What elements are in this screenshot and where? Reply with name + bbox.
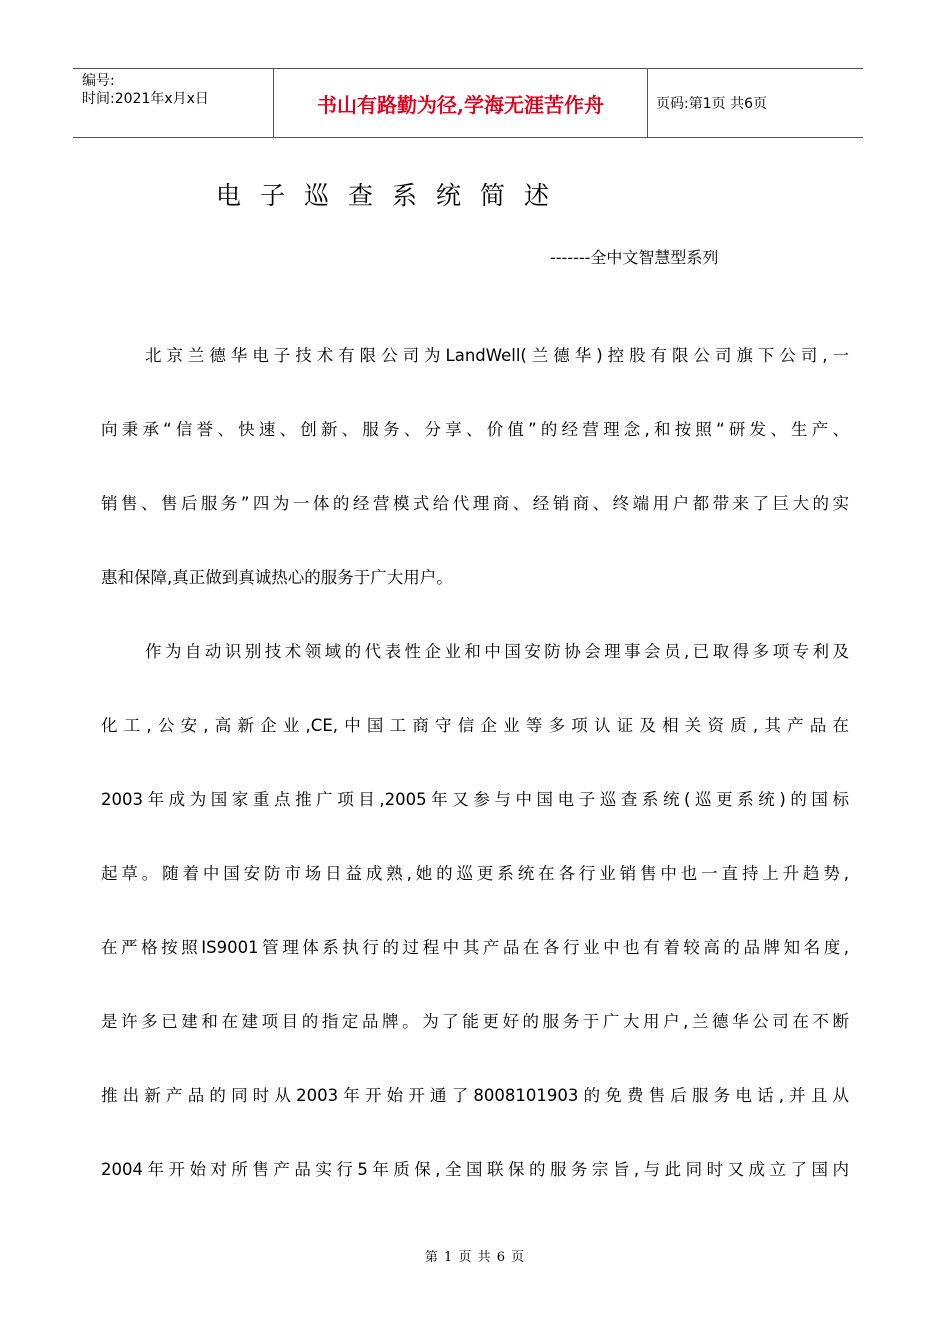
number-label: 编号: xyxy=(82,73,115,89)
motto-text: 书山有路勤为径,学海无涯苦作舟 xyxy=(317,92,604,117)
paragraph-2-line: 2003年成为国家重点推广项目,2005年又参与中国电子巡查系统(巡更系统)的国标 xyxy=(101,790,849,809)
paragraph-2-line: 起草。随着中国安防市场日益成熟,她的巡更系统在各行业销售中也一直持上升趋势, xyxy=(101,864,849,883)
paragraph-2-line: 是许多已建和在建项目的指定品牌。为了能更好的服务于广大用户,兰德华公司在不断 xyxy=(101,1012,849,1031)
header-table xyxy=(73,68,863,138)
document-title: 电子巡查系统简述 xyxy=(216,181,569,210)
header-page-cell xyxy=(648,69,863,137)
paragraph-1-line: 销售、售后服务”四为一体的经营模式给代理商、经销商、终端用户都带来了巨大的实 xyxy=(101,494,849,513)
paragraph-1-line: 向秉承“信誉、快速、创新、服务、分享、价值”的经营理念,和按照“研发、生产、 xyxy=(101,420,849,439)
document-subtitle: -------全中文智慧型系列 xyxy=(550,248,719,267)
paragraph-2-line: 化工,公安,高新企业,CE,中国工商守信企业等多项认证及相关资质,其产品在 xyxy=(101,716,849,735)
header-motto-cell xyxy=(274,69,648,137)
paragraph-2-line: 在严格按照IS9001管理体系执行的过程中其产品在各行业中也有着较高的品牌知名度, xyxy=(101,938,849,957)
paragraph-1-line: 北京兰德华电子技术有限公司为LandWell(兰德华)控股有限公司旗下公司,一 xyxy=(145,346,849,365)
paragraph-2-line: 2004年开始对所售产品实行5年质保,全国联保的服务宗旨,与此同时又成立了国内 xyxy=(101,1160,849,1179)
header-info-cell xyxy=(73,69,274,137)
paragraph-1-line: 惠和保障,真正做到真诚热心的服务于广大用户。 xyxy=(101,568,453,587)
paragraph-2-line: 作为自动识别技术领域的代表性企业和中国安防协会理事会员,已取得多项专利及 xyxy=(145,642,849,661)
paragraph-2-line: 推出新产品的同时从2003年开始开通了8008101903的免费售后服务电话,并且从 xyxy=(101,1086,849,1105)
document-body xyxy=(101,338,849,1226)
page-footer: 第 1 页 共 6 页 xyxy=(424,1250,526,1265)
time-label: 时间:2021年x月x日 xyxy=(82,91,209,107)
page-info: 页码:第1页 共6页 xyxy=(656,96,767,112)
